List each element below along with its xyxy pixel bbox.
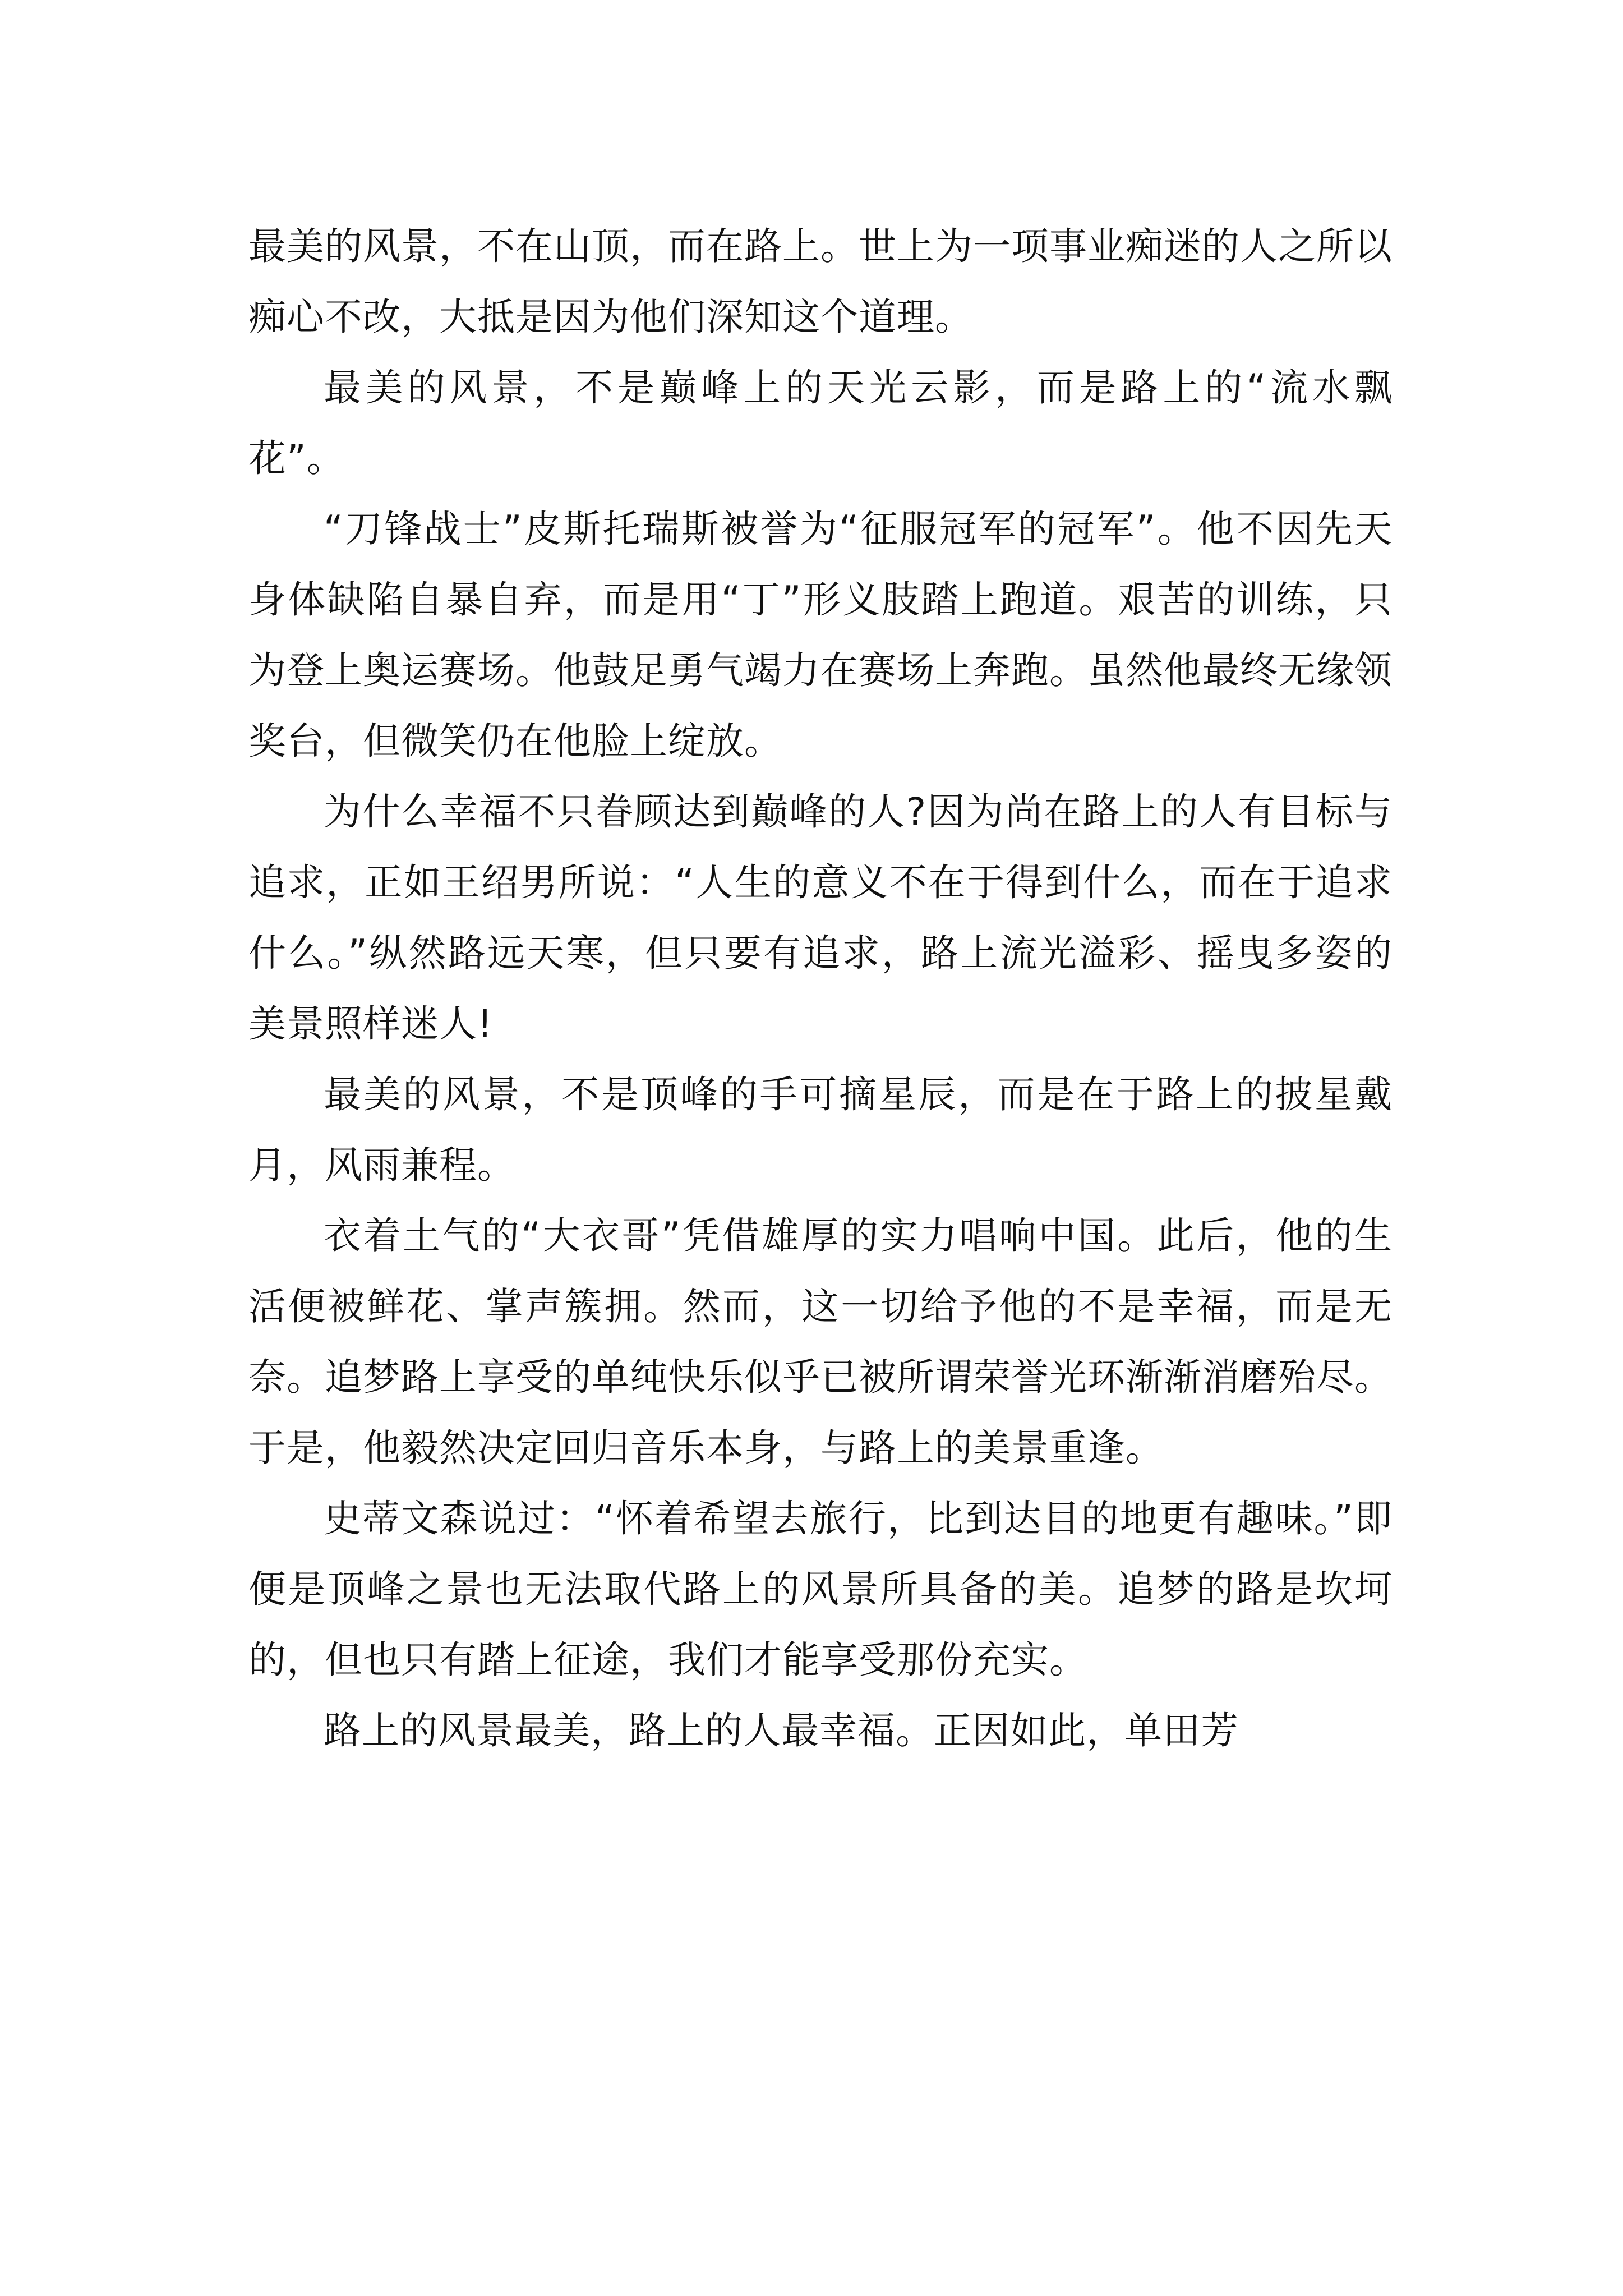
paragraph-1: 最美的风景，不在山顶，而在路上。世上为一项事业痴迷的人之所以痴心不改，大抵是因为他们深知这个道理。: [248, 224, 1393, 339]
article-body: [248, 211, 1393, 1766]
paragraph-6: 衣着土气的“大衣哥”凭借雄厚的实力唱响中国。此后，他的生活便被鲜花、掌声簇拥。然而，这一切给予他的不是幸福，而是无奈。追梦路上享受的单纯快乐似乎已被所谓荣誉光环渐渐消磨殆尽。于是，他毅然决定回归音乐本身，与路上的美景重逢。: [248, 1214, 1393, 1470]
paragraph-2: 最美的风景，不是巅峰上的天光云影，而是路上的“流水飘花”。: [248, 366, 1393, 480]
paragraph-5: 最美的风景，不是顶峰的手可摘星辰，而是在于路上的披星戴月，风雨兼程。: [248, 1073, 1393, 1187]
paragraph-3: “刀锋战士”皮斯托瑞斯被誉为“征服冠军的冠军”。他不因先天身体缺陷自暴自弃，而是用“丁”形义肢踏上跑道。艰苦的训练，只为登上奥运赛场。他鼓足勇气竭力在赛场上奔跑。虽然他最终无缘领奖台，但微笑仍在他脸上绽放。: [248, 507, 1393, 763]
paragraph-7: 史蒂文森说过：“怀着希望去旅行，比到达目的地更有趣味。”即便是顶峰之景也无法取代路上的风景所具备的美。追梦的路是坎坷的，但也只有踏上征途，我们才能享受那份充实。: [248, 1497, 1393, 1682]
paragraph-4: 为什么幸福不只眷顾达到巅峰的人?因为尚在路上的人有目标与追求，正如王绍男所说：“人生的意义不在于得到什么，而在于追求什么。”纵然路远天寒，但只要有追求，路上流光溢彩、摇曳多姿的美景照样迷人!: [248, 790, 1393, 1046]
paragraph-8: 路上的风景最美，路上的人最幸福。正因如此，单田芳: [324, 1709, 1239, 1752]
